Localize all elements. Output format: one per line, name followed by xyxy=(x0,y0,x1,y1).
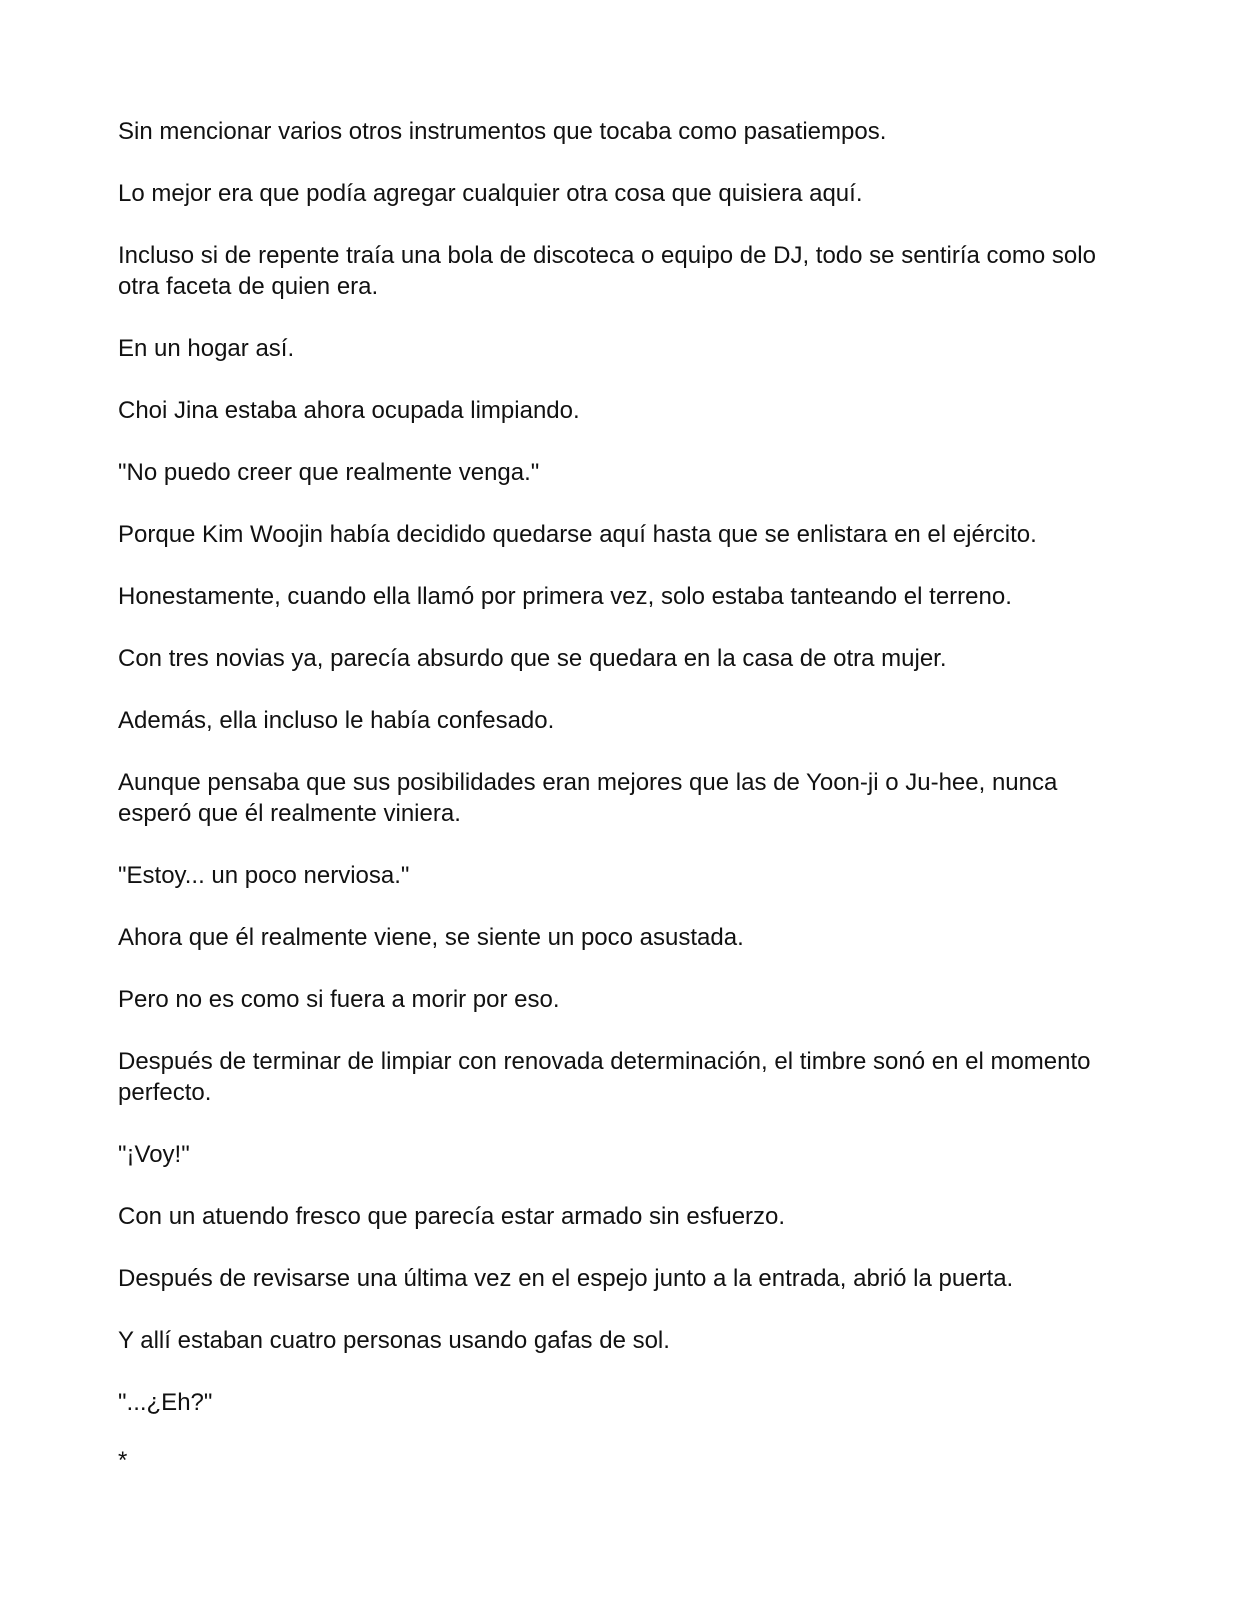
paragraph: Después de terminar de limpiar con renovada determinación, el timbre sonó en el momento perfecto. xyxy=(118,1048,1091,1106)
paragraph: Y allí estaban cuatro personas usando gafas de sol. xyxy=(118,1327,670,1354)
dialogue-line: "¡Voy!" xyxy=(118,1141,190,1168)
paragraph: Aunque pensaba que sus posibilidades eran mejores que las de Yoon-ji o Ju-hee, nunca esperó que él realmente viniera. xyxy=(118,769,1058,827)
paragraph: Ahora que él realmente viene, se siente un poco asustada. xyxy=(118,924,744,951)
paragraph: Honestamente, cuando ella llamó por primera vez, solo estaba tanteando el terreno. xyxy=(118,583,1012,610)
dialogue-line: "...¿Eh?" xyxy=(118,1389,213,1416)
paragraph: Sin mencionar varios otros instrumentos que tocaba como pasatiempos. xyxy=(118,118,887,145)
paragraph: Además, ella incluso le había confesado. xyxy=(118,707,555,734)
dialogue-line: "Estoy... un poco nerviosa." xyxy=(118,862,410,889)
dialogue-line: "No puedo creer que realmente venga." xyxy=(118,459,540,486)
scene-break: * xyxy=(118,1447,128,1474)
paragraph: Con tres novias ya, parecía absurdo que se quedara en la casa de otra mujer. xyxy=(118,645,947,672)
paragraph: Pero no es como si fuera a morir por eso. xyxy=(118,986,560,1013)
paragraph: Porque Kim Woojin había decidido quedarse aquí hasta que se enlistara en el ejército. xyxy=(118,521,1037,548)
paragraph: Después de revisarse una última vez en el espejo junto a la entrada, abrió la puerta. xyxy=(118,1265,1014,1292)
paragraph: Lo mejor era que podía agregar cualquier otra cosa que quisiera aquí. xyxy=(118,180,863,207)
body-text xyxy=(118,116,1108,1473)
paragraph: Choi Jina estaba ahora ocupada limpiando. xyxy=(118,397,580,424)
paragraph: En un hogar así. xyxy=(118,335,295,362)
paragraph: Con un atuendo fresco que parecía estar armado sin esfuerzo. xyxy=(118,1203,786,1230)
paragraph: Incluso si de repente traía una bola de discoteca o equipo de DJ, todo se sentiría como solo otra faceta de quien era. xyxy=(118,242,1096,300)
